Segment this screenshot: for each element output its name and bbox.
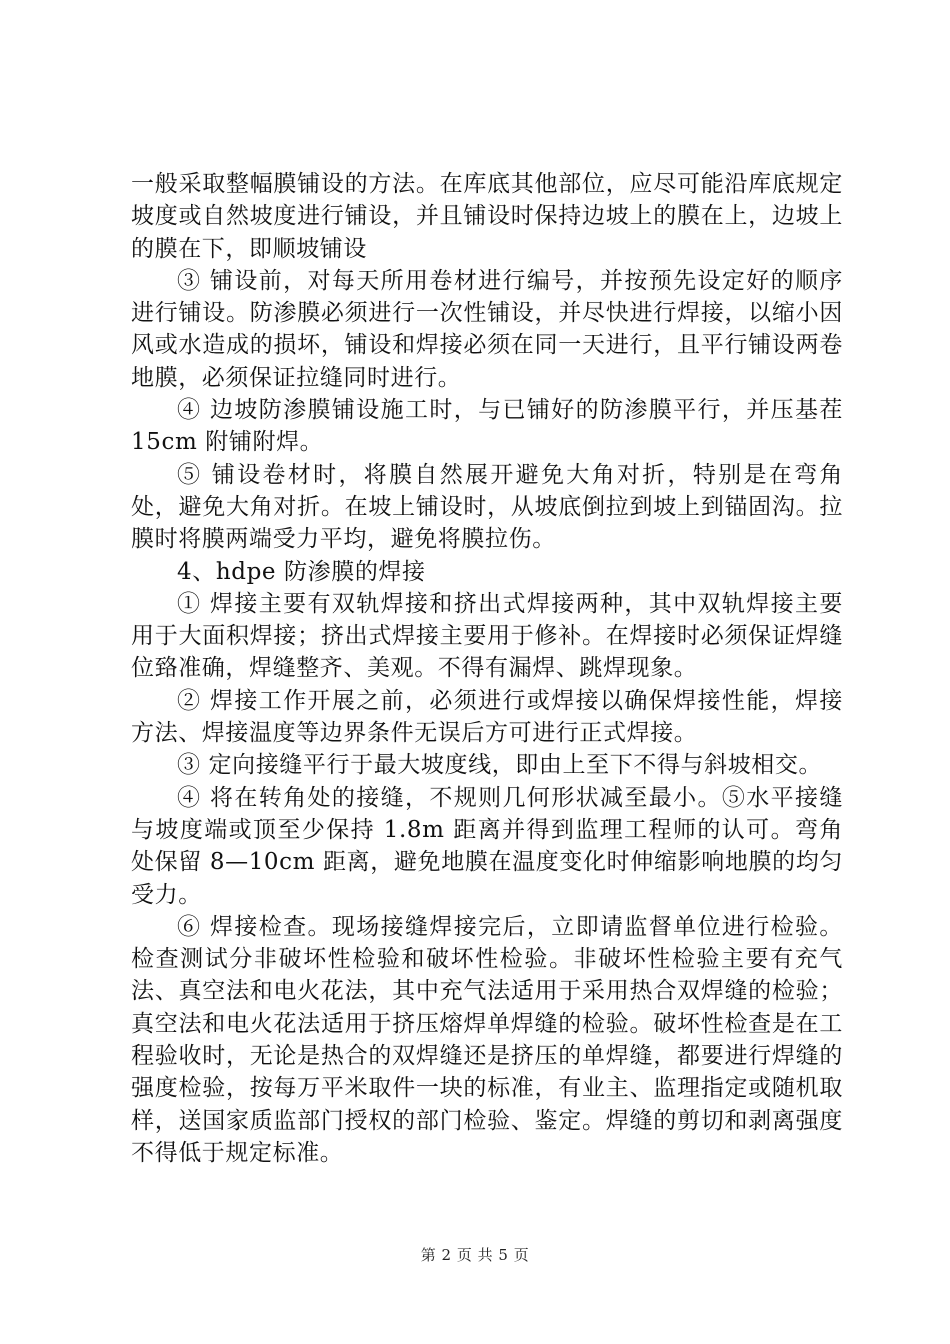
paragraph-step-5-rolls: ⑤ 铺设卷材时，将膜自然展开避免大角对折，特别是在弯角处，避免大角对折。在坡上铺设时，从坡底倒拉到坡上到锚固沟。拉膜时将膜两端受力平均，避免将膜拉伤。 (131, 461, 843, 553)
paragraph-step-4-slope: ④ 边坡防渗膜铺设施工时，与已铺好的防渗膜平行，并压基茬 15cm 附铺附焊。 (131, 397, 843, 456)
page-number-footer: 第 2 页 共 5 页 (420, 1246, 530, 1264)
paragraph-weld-4-5: ④ 将在转角处的接缝，不规则几何形状减至最小。⑤水平接缝与坡度端或顶至少保持 1.8m 距离并得到监理工程师的认可。弯角处保留 8—10cm 距离，避免地膜在温度变化时伸缩影响地膜的均匀受力。 (131, 784, 843, 908)
section-heading-welding: 4、hdpe 防渗膜的焊接 (177, 558, 426, 585)
document-body (131, 168, 843, 1169)
paragraph-step-3-laying: ③ 铺设前，对每天所用卷材进行编号，并按预先设定好的顺序进行铺设。防渗膜必须进行一次性铺设，并尽快进行焊接，以缩小因风或水造成的损坏，铺设和焊接必须在同一天进行，且平行铺设两卷地膜，必须保证拉缝同时进行。 (131, 267, 843, 391)
paragraph-weld-2: ② 焊接工作开展之前，必须进行或焊接以确保焊接性能，焊接方法、焊接温度等边界条件无误后方可进行正式焊接。 (131, 687, 843, 747)
paragraph-weld-1: ① 焊接主要有双轨焊接和挤出式焊接两种，其中双轨焊接主要用于大面积焊接；挤出式焊接主要用于修补。在焊接时必须保证焊缝位臵准确，焊缝整齐、美观。不得有漏焊、跳焊现象。 (131, 590, 843, 682)
paragraph-weld-3: ③ 定向接缝平行于最大坡度线，即由上至下不得与斜坡相交。 (177, 752, 823, 779)
paragraph-continuation: 一般采取整幅膜铺设的方法。在库底其他部位，应尽可能沿库底规定坡度或自然坡度进行铺设，并且铺设时保持边坡上的膜在上，边坡上的膜在下，即顺坡铺设 (131, 171, 843, 262)
paragraph-weld-6-inspection: ⑥ 焊接检查。现场接缝焊接完后，立即请监督单位进行检验。检查测试分非破坏性检验和破坏性检验。非破坏性检验主要有充气法、真空法和电火花法，其中充气法适用于采用热合双焊缝的检验；真空法和电火花法适用于挤压熔焊单焊缝的检验。破坏性检查是在工程验收时，无论是热合的双焊缝还是挤压的单焊缝，都要进行焊缝的强度检验，按每万平米取件一块的标准，有业主、监理指定或随机取样，送国家质监部门授权的部门检验、鉴定。焊缝的剪切和剥离强度不得低于规定标准。 (131, 913, 843, 1166)
